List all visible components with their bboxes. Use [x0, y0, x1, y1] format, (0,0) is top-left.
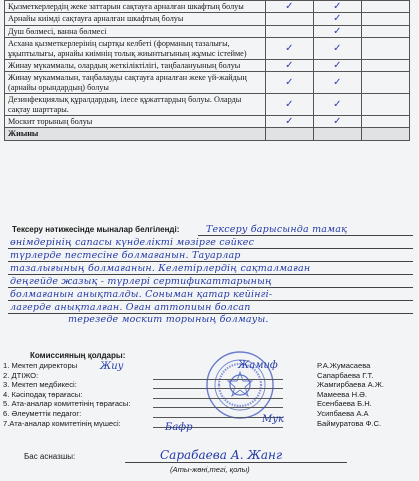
chef-label: Бас асназшы:	[24, 452, 76, 461]
signature-line	[125, 462, 347, 463]
handwritten-line: Тексеру барысында тамақ	[206, 224, 348, 235]
requirement-text: Арнайы киімді сақтауға арналған шкафтың болуы	[5, 13, 266, 25]
member-row	[3, 361, 413, 371]
check-mark-cell: ✓	[265, 60, 313, 72]
member-name: Баймуратова Ф.С.	[317, 418, 382, 428]
member-row	[3, 380, 413, 390]
handwritten-signature: Жамиф	[238, 360, 278, 371]
member-name: Усипбаева А.А	[317, 408, 369, 418]
chef-signature: Сарабаева А. Жанг	[160, 448, 283, 462]
check-mark-cell	[361, 1, 409, 13]
findings-label: Тексеру нәтижесінде мыналар белгіленді:	[12, 225, 180, 234]
member-name: Жамгирбаева А.Ж.	[317, 380, 384, 390]
check-mark-cell: ✓	[265, 72, 313, 94]
member-row	[3, 371, 413, 381]
check-mark-cell: ✓	[265, 116, 313, 128]
member-row	[3, 419, 413, 429]
member-row	[3, 399, 413, 409]
ruled-line	[8, 248, 413, 249]
check-mark-cell	[361, 60, 409, 72]
ruled-line	[8, 261, 413, 262]
commission-members	[3, 361, 413, 428]
member-name: Есенбаева Б.Н.	[317, 399, 372, 409]
check-mark-cell: ✓	[265, 1, 313, 13]
member-role: 5. Ата-аналар комитетінің төрағасы:	[3, 399, 131, 409]
check-mark-cell: ✓	[313, 116, 361, 128]
requirement-text: Душ бөлмесі, ванна бөлмесі	[5, 25, 266, 37]
check-mark-cell	[361, 13, 409, 25]
handwritten-line: түрлерде пестесіне болмағанын. Тауарлар	[10, 250, 241, 261]
check-mark-cell: ✓	[313, 94, 361, 116]
handwritten-line: тазалығының болмағанын. Келетірлердің сақталмаған	[10, 263, 311, 274]
checklist-table	[4, 0, 410, 141]
member-role: 6. Әлеуметтік педагог:	[3, 408, 82, 418]
commission-title: Комиссияның қолдары:	[30, 351, 126, 360]
handwritten-signature: Жиу	[100, 361, 124, 372]
requirement-text: Асхана қызметкерлерінің сыртқы келбеті (форманың тазалығы, ұқыптылығы, арнайы киімнің толық жиынтығының жұмыс істейме)	[5, 38, 266, 60]
handwritten-signature: Мук	[262, 414, 285, 425]
handwritten-line: лагерде анықталған. Оған аттопиын болсап	[10, 302, 251, 313]
check-mark-cell	[361, 25, 409, 37]
check-mark-cell: ✓	[313, 72, 361, 94]
requirement-text: Дезинфекциялық құралдардың, ілесе құжаттардың болуы. Оларды сақтау шарттары.	[5, 94, 266, 116]
checklist-row	[5, 116, 410, 128]
checklist-row	[5, 94, 410, 116]
ruled-line	[198, 235, 413, 236]
check-mark-cell	[361, 94, 409, 116]
requirement-text: Жинау мүкаммалы, олардың жеткіліктілігі, таңбалануының болуы	[5, 60, 266, 72]
checklist-row	[5, 60, 410, 72]
checklist-row	[5, 25, 410, 37]
member-name: Р.А.Жумасаева	[317, 361, 371, 370]
handwritten-line: деңгейде жазық - түрлері сертификаттарының	[10, 276, 273, 287]
check-mark-cell: ✓	[265, 94, 313, 116]
handwritten-signature: Бафр	[165, 422, 193, 433]
check-mark-cell: ✓	[313, 13, 361, 25]
member-row	[3, 390, 413, 400]
checklist-row	[5, 72, 410, 94]
ruled-line	[8, 287, 413, 288]
member-row	[3, 409, 413, 419]
checklist-row	[5, 13, 410, 25]
check-mark-cell	[361, 128, 409, 140]
check-mark-cell	[361, 38, 409, 60]
signature-caption: (Аты-жөні,тегі, қолы)	[170, 465, 250, 474]
ruled-line	[8, 274, 413, 275]
member-name: Мамеева Н.Ә.	[317, 389, 368, 399]
requirement-text: Москит торының болуы	[5, 116, 266, 128]
check-mark-cell: ✓	[313, 60, 361, 72]
check-mark-cell	[265, 13, 313, 25]
findings-section	[8, 224, 413, 324]
member-role: 4. Кәсіподақ төрағасы:	[3, 389, 83, 399]
handwritten-line: өнімдерінің сапасы күнделікті мәзірге сәйкес	[10, 237, 255, 248]
member-role: 1. Мектеп директоры	[3, 361, 78, 370]
member-role: 7.Ата-аналар комитетінің мүшесі:	[3, 418, 121, 428]
handwritten-line: болмағанын анықталды. Соныман қатар кейінгі-	[10, 289, 273, 300]
checklist-row	[5, 38, 410, 60]
check-mark-cell: ✓	[313, 25, 361, 37]
check-mark-cell: ✓	[265, 38, 313, 60]
check-mark-cell: ✓	[313, 1, 361, 13]
handwritten-line: терезеде москит торының болмауы.	[68, 314, 269, 325]
checklist-row	[5, 1, 410, 13]
member-name: Сапарбаева Г.Т.	[317, 370, 374, 380]
check-mark-cell: ✓	[313, 38, 361, 60]
ruled-line	[8, 300, 413, 301]
requirement-text: Жинау мүкаммалын, таңбалауды сақтауға арналған жеке үй-жайдың (арнайы орындардың) болуы	[5, 72, 266, 94]
check-mark-cell	[361, 116, 409, 128]
member-role: 2. ДТІЖО:	[3, 370, 39, 380]
check-mark-cell	[313, 128, 361, 140]
member-role: 3. Мектеп медбикесі:	[3, 380, 77, 390]
check-mark-cell	[361, 72, 409, 94]
requirement-text: Жиыны	[5, 128, 266, 140]
checklist-row	[5, 128, 410, 140]
requirement-text: Қызметкерлердің жеке заттарын сақтауға арналған шкафтың болуы	[5, 1, 266, 13]
check-mark-cell	[265, 128, 313, 140]
check-mark-cell	[265, 25, 313, 37]
